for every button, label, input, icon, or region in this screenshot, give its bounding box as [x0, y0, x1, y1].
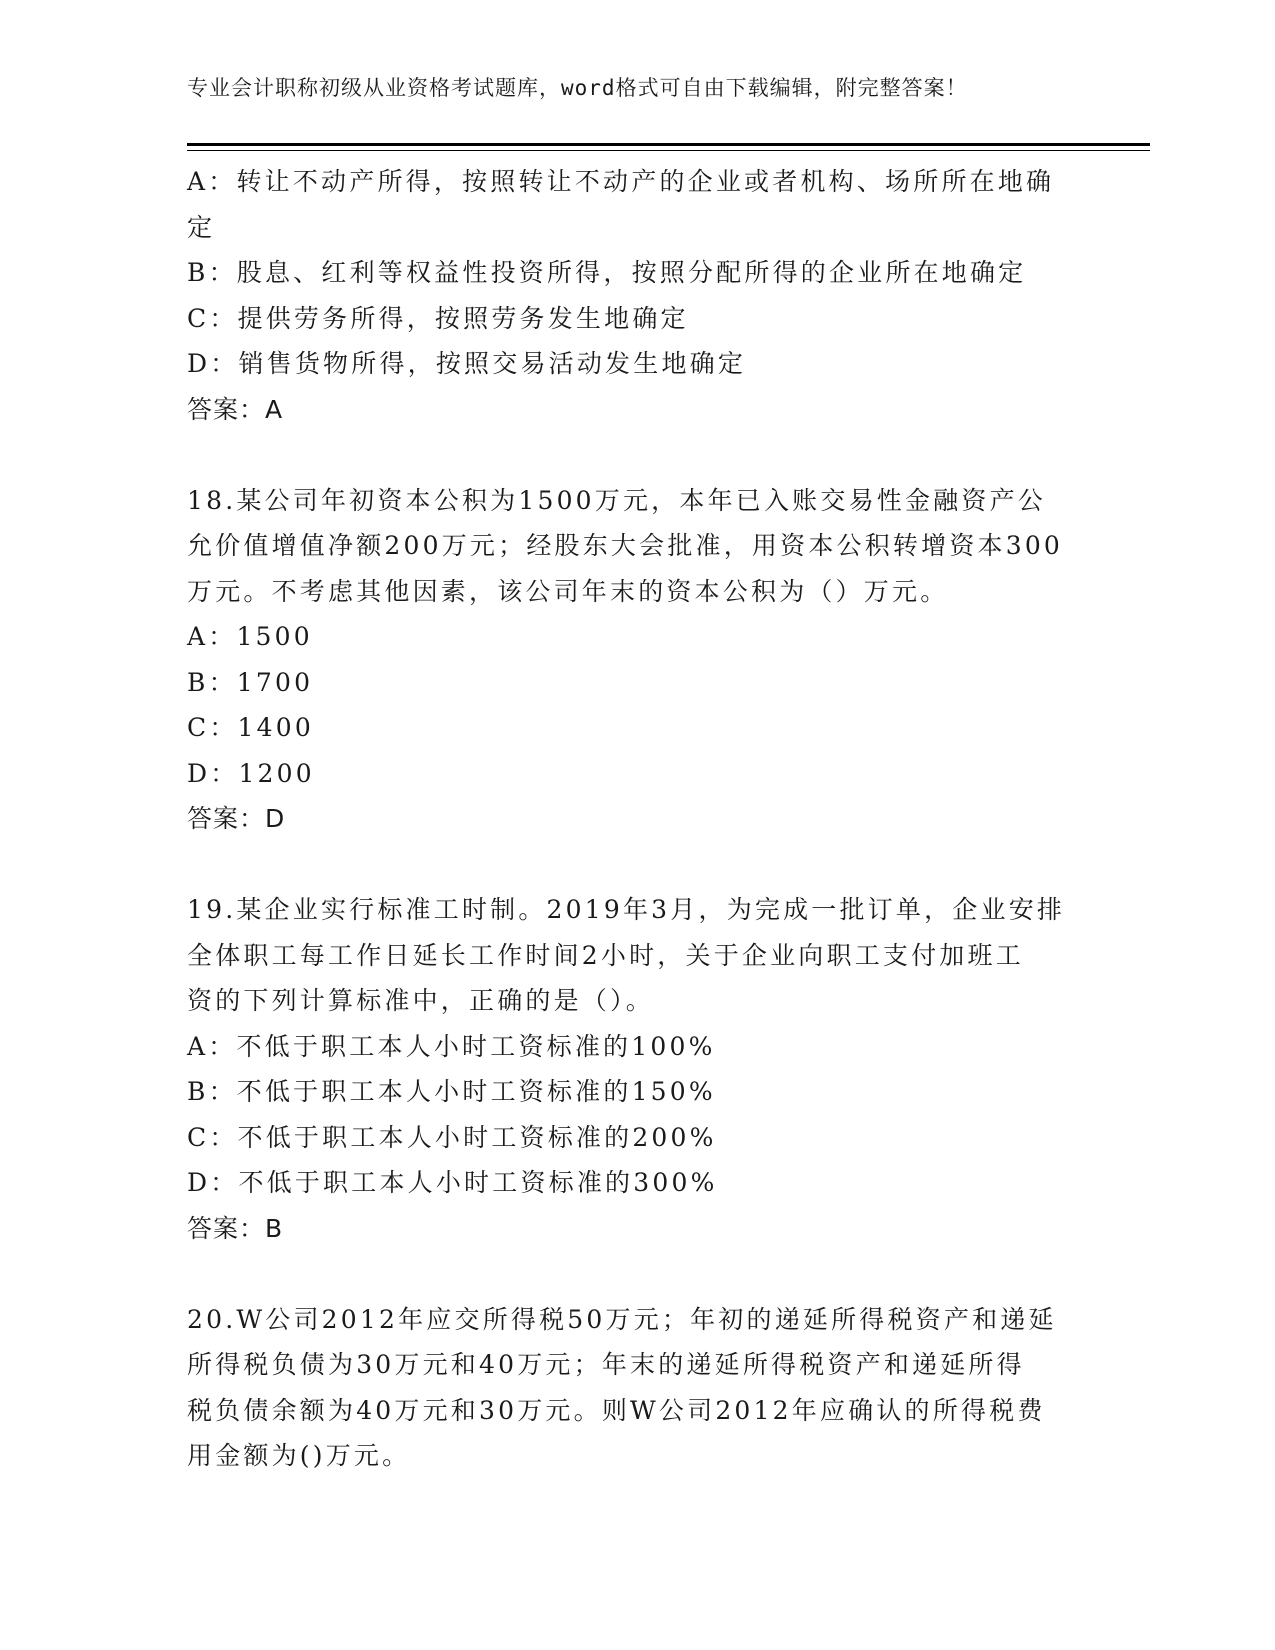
answer: 答案：D — [187, 804, 286, 833]
question-17-block — [187, 159, 1087, 432]
document-body — [187, 159, 1087, 1479]
option-c: C：不低于职工本人小时工资标准的200% — [187, 1122, 717, 1152]
question-stem-line: 资的下列计算标准中，正确的是（）。 — [187, 986, 654, 1015]
header-rule-thin — [187, 150, 1150, 151]
question-19-block — [187, 887, 1087, 1251]
spacer — [187, 1251, 1087, 1297]
answer: 答案：A — [187, 394, 284, 424]
answer: 答案：B — [187, 1213, 284, 1243]
option-d: D：销售货物所得，按照交易活动发生地确定 — [187, 349, 747, 378]
question-18-block — [187, 478, 1087, 842]
option-d: D：1200 — [187, 758, 315, 788]
page-header: 专业会计职称初级从业资格考试题库，word格式可自由下载编辑，附完整答案！ — [187, 76, 968, 100]
question-stem-line: 19.某企业实行标准工时制。2019年3月，为完成一批订单，企业安排 — [187, 895, 1066, 924]
question-stem-line: 用金额为()万元。 — [187, 1441, 411, 1470]
option-b: B：1700 — [187, 667, 314, 697]
option-a: A：不低于职工本人小时工资标准的100% — [187, 1031, 716, 1061]
option-b: B：股息、红利等权益性投资所得，按照分配所得的企业所在地确定 — [187, 258, 1027, 287]
question-stem-line: 税负债余额为40万元和30万元。则W公司2012年应确认的所得税费 — [187, 1395, 1046, 1425]
question-20-block — [187, 1297, 1087, 1479]
spacer — [187, 432, 1087, 478]
question-stem-line: 18.某公司年初资本公积为1500万元，本年已入账交易性金融资产公 — [187, 485, 1046, 515]
option-c: C：提供劳务所得，按照劳务发生地确定 — [187, 303, 689, 333]
option-a: A：1500 — [187, 622, 313, 651]
spacer — [187, 842, 1087, 888]
question-stem-line: 20.W公司2012年应交所得税50万元；年初的递延所得税资产和递延 — [187, 1304, 1057, 1334]
question-stem-line: 允价值增值净额200万元；经股东大会批准，用资本公积转增资本300 — [187, 531, 1064, 560]
question-stem-line: 所得税负债为30万元和40万元；年末的递延所得税资产和递延所得 — [187, 1350, 1025, 1379]
option-a-line-2: 定 — [187, 212, 216, 242]
option-c: C：1400 — [187, 713, 314, 742]
option-d: D：不低于职工本人小时工资标准的300% — [187, 1168, 718, 1197]
option-b: B：不低于职工本人小时工资标准的150% — [187, 1077, 716, 1106]
header-rule-thick — [187, 143, 1150, 146]
option-a-line-1: A：转让不动产所得，按照转让不动产的企业或者机构、场所所在地确 — [187, 167, 1055, 196]
question-stem-line: 全体职工每工作日延长工作时间2小时，关于企业向职工支付加班工 — [187, 940, 1024, 970]
question-stem-line: 万元。不考虑其他因素，该公司年末的资本公积为（）万元。 — [187, 576, 949, 606]
